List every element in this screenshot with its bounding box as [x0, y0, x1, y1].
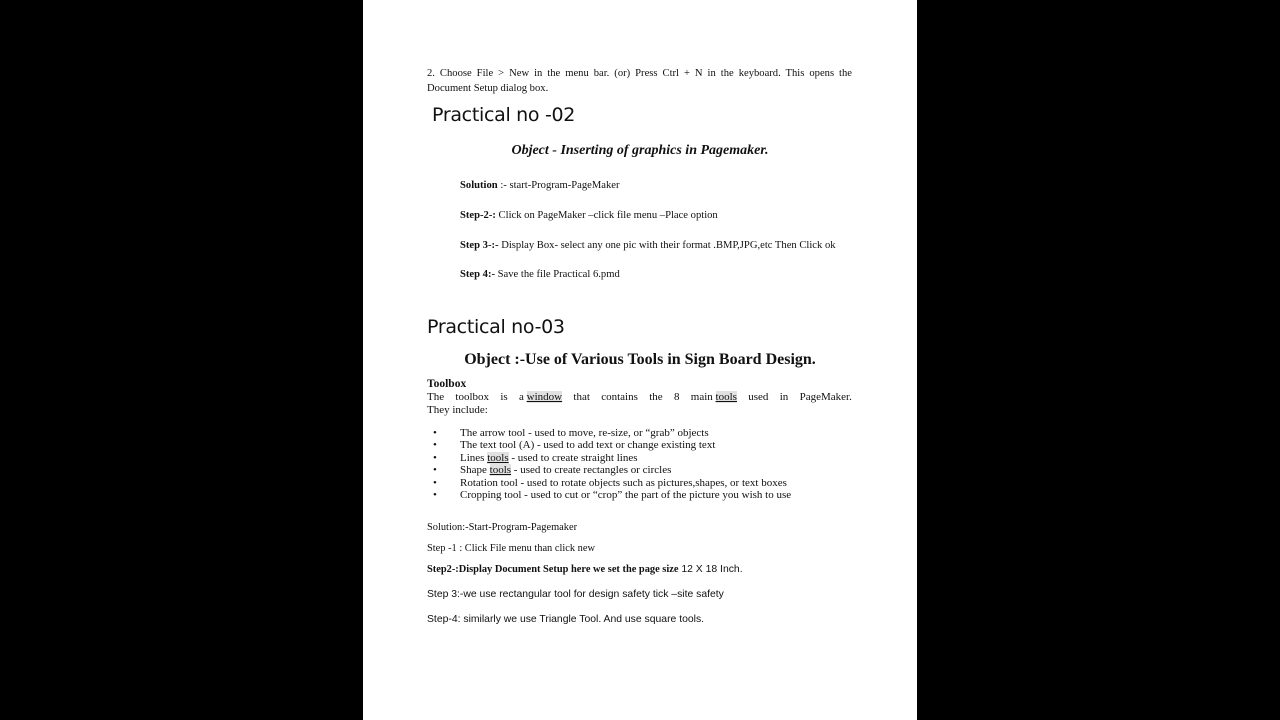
toolbox-title: Toolbox	[427, 378, 467, 390]
intro-line-2: Document Setup dialog box.	[427, 83, 549, 94]
practical-02-object: Object - Inserting of graphics in Pagemaker.	[511, 143, 769, 158]
bullet-icon: •	[433, 427, 437, 439]
intro-line-1: 2. Choose File > New in the menu bar. (or) Press Ctrl + N in the keyboard. This opens the	[427, 68, 852, 79]
list-item: • Shape tools - used to create rectangles or circles	[433, 464, 672, 477]
tools-bullet-list	[433, 427, 853, 501]
practical-02-heading: Practical no -02	[432, 104, 576, 126]
practical-03-step-3: Step 3:-we use rectangular tool for design safety tick –site safety	[427, 589, 724, 600]
practical-03-heading: Practical no-03	[427, 316, 565, 338]
list-item: • Lines tools - used to create straight lines	[433, 451, 638, 464]
bullet-icon: •	[433, 439, 437, 452]
bullet-icon: •	[433, 464, 437, 477]
practical-03-step-4: Step-4: similarly we use Triangle Tool. And use square tools.	[427, 614, 705, 625]
practical-03-step-2: Step2-:Display Document Setup here we set the page size 12 X 18 Inch.	[427, 564, 743, 575]
bullet-icon: •	[433, 451, 437, 464]
practical-02-solution: Solution :- start-Program-PageMaker	[460, 180, 620, 191]
practical-03-solution: Solution:-Start-Program-Pagemaker	[427, 522, 578, 533]
document-page	[363, 0, 917, 720]
bullet-icon: •	[433, 489, 437, 502]
window-link[interactable]: window	[526, 391, 563, 403]
list-item: • Rotation tool - used to rotate objects such as pictures,shapes, or text boxes	[433, 476, 787, 489]
intro-paragraph	[427, 66, 852, 96]
tools-link[interactable]: tools	[489, 464, 512, 477]
practical-02-step-2: Step-2-: Click on PageMaker –click file menu –Place option	[460, 210, 718, 221]
tools-link[interactable]: tools	[715, 391, 737, 403]
practical-02-step-3: Step 3-:- Display Box- select any one pic with their format .BMP,JPG,etc Then Click ok	[460, 240, 836, 251]
list-item: • The arrow tool - used to move, re-size, or “grab” objects	[433, 427, 709, 439]
tools-link[interactable]: tools	[487, 451, 509, 464]
list-item: • The text tool (A) - used to add text or change existing text	[433, 439, 716, 452]
list-item: • Cropping tool - used to cut or “crop” the part of the picture you wish to use	[433, 489, 792, 502]
practical-02-step-4: Step 4:- Save the file Practical 6.pmd	[460, 269, 620, 280]
practical-03-step-1: Step -1 : Click File menu than click new	[427, 543, 595, 554]
toolbox-description-line-2: They include:	[427, 404, 488, 416]
practical-03-object: Object :-Use of Various Tools in Sign Board Design.	[464, 351, 816, 368]
bullet-icon: •	[433, 476, 437, 489]
toolbox-description: The toolbox is a window that contains the 8 main tools used in PageMaker. They include:	[427, 391, 852, 416]
